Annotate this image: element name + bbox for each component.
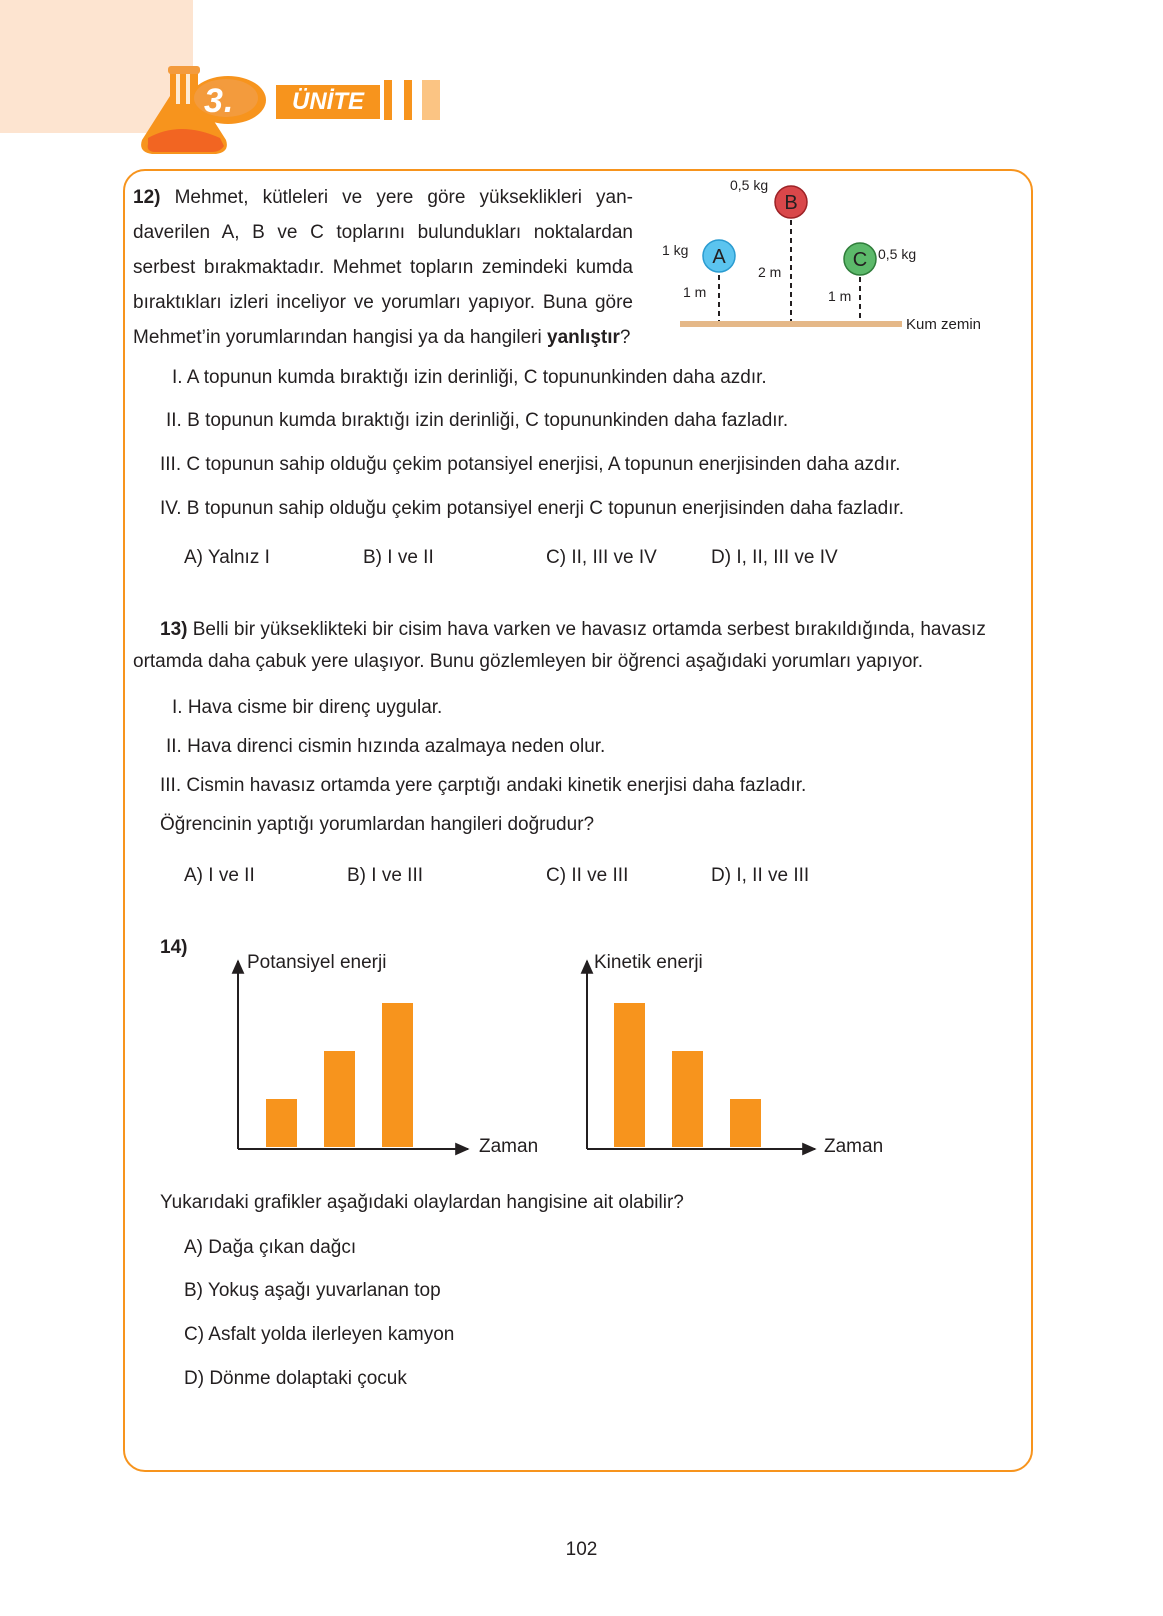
unit-label: ÜNİTE bbox=[276, 85, 380, 119]
q12-statement-4: IV. B topunun sahip olduğu çekim potansiyel enerji C topunun enerjisinden daha fazladır. bbox=[160, 498, 904, 519]
sand-ground bbox=[680, 321, 902, 327]
q12-option-d[interactable]: D) I, II, III ve IV bbox=[711, 547, 838, 568]
ball-b-mass: 0,5 kg bbox=[730, 177, 769, 193]
ball-c-label: C bbox=[852, 249, 868, 271]
q12-statement-1: I. A topunun kumda bıraktığı izin derinliği, C topununkinden daha azdır. bbox=[172, 367, 767, 388]
ball-a-label: A bbox=[712, 246, 726, 268]
question-13-line-2: ortamda daha çabuk yere ulaşıyor. Bunu gözlemleyen bir öğrenci aşağıdaki yorumları yapıyor. bbox=[133, 651, 923, 672]
question-14-number: 14) bbox=[160, 937, 188, 958]
question-12-line-2: daverilen A, B ve C toplarını bulundukları noktalardan bbox=[133, 222, 633, 243]
q13-question: Öğrencinin yaptığı yorumlardan hangileri doğrudur? bbox=[160, 814, 595, 835]
q13-option-c[interactable]: C) II ve III bbox=[546, 865, 629, 886]
q12-statement-3: III. C topunun sahip olduğu çekim potansiyel enerjisi, A topunun enerjisinden daha azdır. bbox=[160, 454, 901, 475]
potential-energy-chart bbox=[228, 948, 558, 1168]
ball-a-mass: 1 kg bbox=[662, 242, 689, 258]
ground-label: Kum zemin bbox=[906, 316, 982, 333]
bar-3 bbox=[382, 1003, 413, 1147]
ball-c-height: 1 m bbox=[828, 288, 852, 304]
bar-1 bbox=[614, 1003, 645, 1147]
question-12-line-4: bıraktıkları izleri inceliyor ve yorumları yapıyor. Buna göre bbox=[133, 292, 633, 313]
q13-option-b[interactable]: B) I ve III bbox=[347, 865, 424, 886]
q13-statement-2: II. Hava direnci cismin hızında azalmaya neden olur. bbox=[166, 736, 606, 757]
emphasis-word: yanlıştır bbox=[547, 327, 620, 348]
bar-2 bbox=[324, 1051, 355, 1147]
q13-statement-3: III. Cismin havasız ortamda yere çarptığı andaki kinetik enerjisi daha fazladır. bbox=[160, 775, 807, 796]
bar-2 bbox=[672, 1051, 703, 1147]
bar-3 bbox=[730, 1099, 761, 1147]
q13-option-d[interactable]: D) I, II ve III bbox=[711, 865, 810, 886]
q14-option-d[interactable]: D) Dönme dolaptaki çocuk bbox=[184, 1368, 407, 1389]
q12-option-c[interactable]: C) II, III ve IV bbox=[546, 547, 657, 568]
bar-1 bbox=[266, 1099, 297, 1147]
page-number: 102 bbox=[565, 1539, 598, 1560]
question-13-number: 13) bbox=[160, 619, 188, 640]
y-axis-label: Kinetik enerji bbox=[594, 952, 703, 973]
q12-option-b[interactable]: B) I ve II bbox=[363, 547, 434, 568]
question-12-text bbox=[133, 180, 633, 355]
q12-statement-2: II. B topunun kumda bıraktığı izin derinliği, C topununkinden daha fazladır. bbox=[166, 410, 789, 431]
q12-option-a[interactable]: A) Yalnız I bbox=[184, 547, 270, 568]
question-12-line-3: serbest bırakmaktadır. Mehmet topların zemindeki kumda bbox=[133, 257, 633, 278]
question-12-line-1: 12) Mehmet, kütleleri ve yere göre yükseklikleri yan- bbox=[133, 187, 633, 208]
question-13-line-1: 13) Belli bir yükseklikteki bir cisim hava varken ve havasız ortamda serbest bırakıldığında, havasız bbox=[160, 619, 986, 640]
q14-option-c[interactable]: C) Asfalt yolda ilerleyen kamyon bbox=[184, 1324, 455, 1345]
bars bbox=[266, 1003, 413, 1147]
ball-a-height: 1 m bbox=[683, 284, 707, 300]
q14-option-a[interactable]: A) Dağa çıkan dağcı bbox=[184, 1237, 357, 1258]
y-axis-label: Potansiyel enerji bbox=[247, 952, 387, 973]
q14-question: Yukarıdaki grafikler aşağıdaki olaylardan hangisine ait olabilir? bbox=[160, 1192, 684, 1213]
ball-b-label: B bbox=[784, 192, 798, 214]
bars bbox=[614, 1003, 761, 1147]
x-axis-label: Zaman bbox=[824, 1136, 884, 1157]
q13-statement-1: I. Hava cisme bir direnç uygular. bbox=[172, 697, 443, 718]
q14-option-b[interactable]: B) Yokuş aşağı yuvarlanan top bbox=[184, 1280, 441, 1301]
ball-b-height: 2 m bbox=[758, 264, 782, 280]
q13-option-a[interactable]: A) I ve II bbox=[184, 865, 255, 886]
question-12-line-5: Mehmet’in yorumlarından hangisi ya da hangileri yanlıştır? bbox=[133, 327, 631, 348]
unit-number: 3. bbox=[204, 82, 235, 120]
kinetic-energy-chart bbox=[575, 948, 905, 1168]
ball-c-mass: 0,5 kg bbox=[878, 246, 917, 262]
question-12-number: 12) bbox=[133, 187, 161, 208]
balls-diagram bbox=[662, 177, 1040, 350]
x-axis-label: Zaman bbox=[479, 1136, 539, 1157]
